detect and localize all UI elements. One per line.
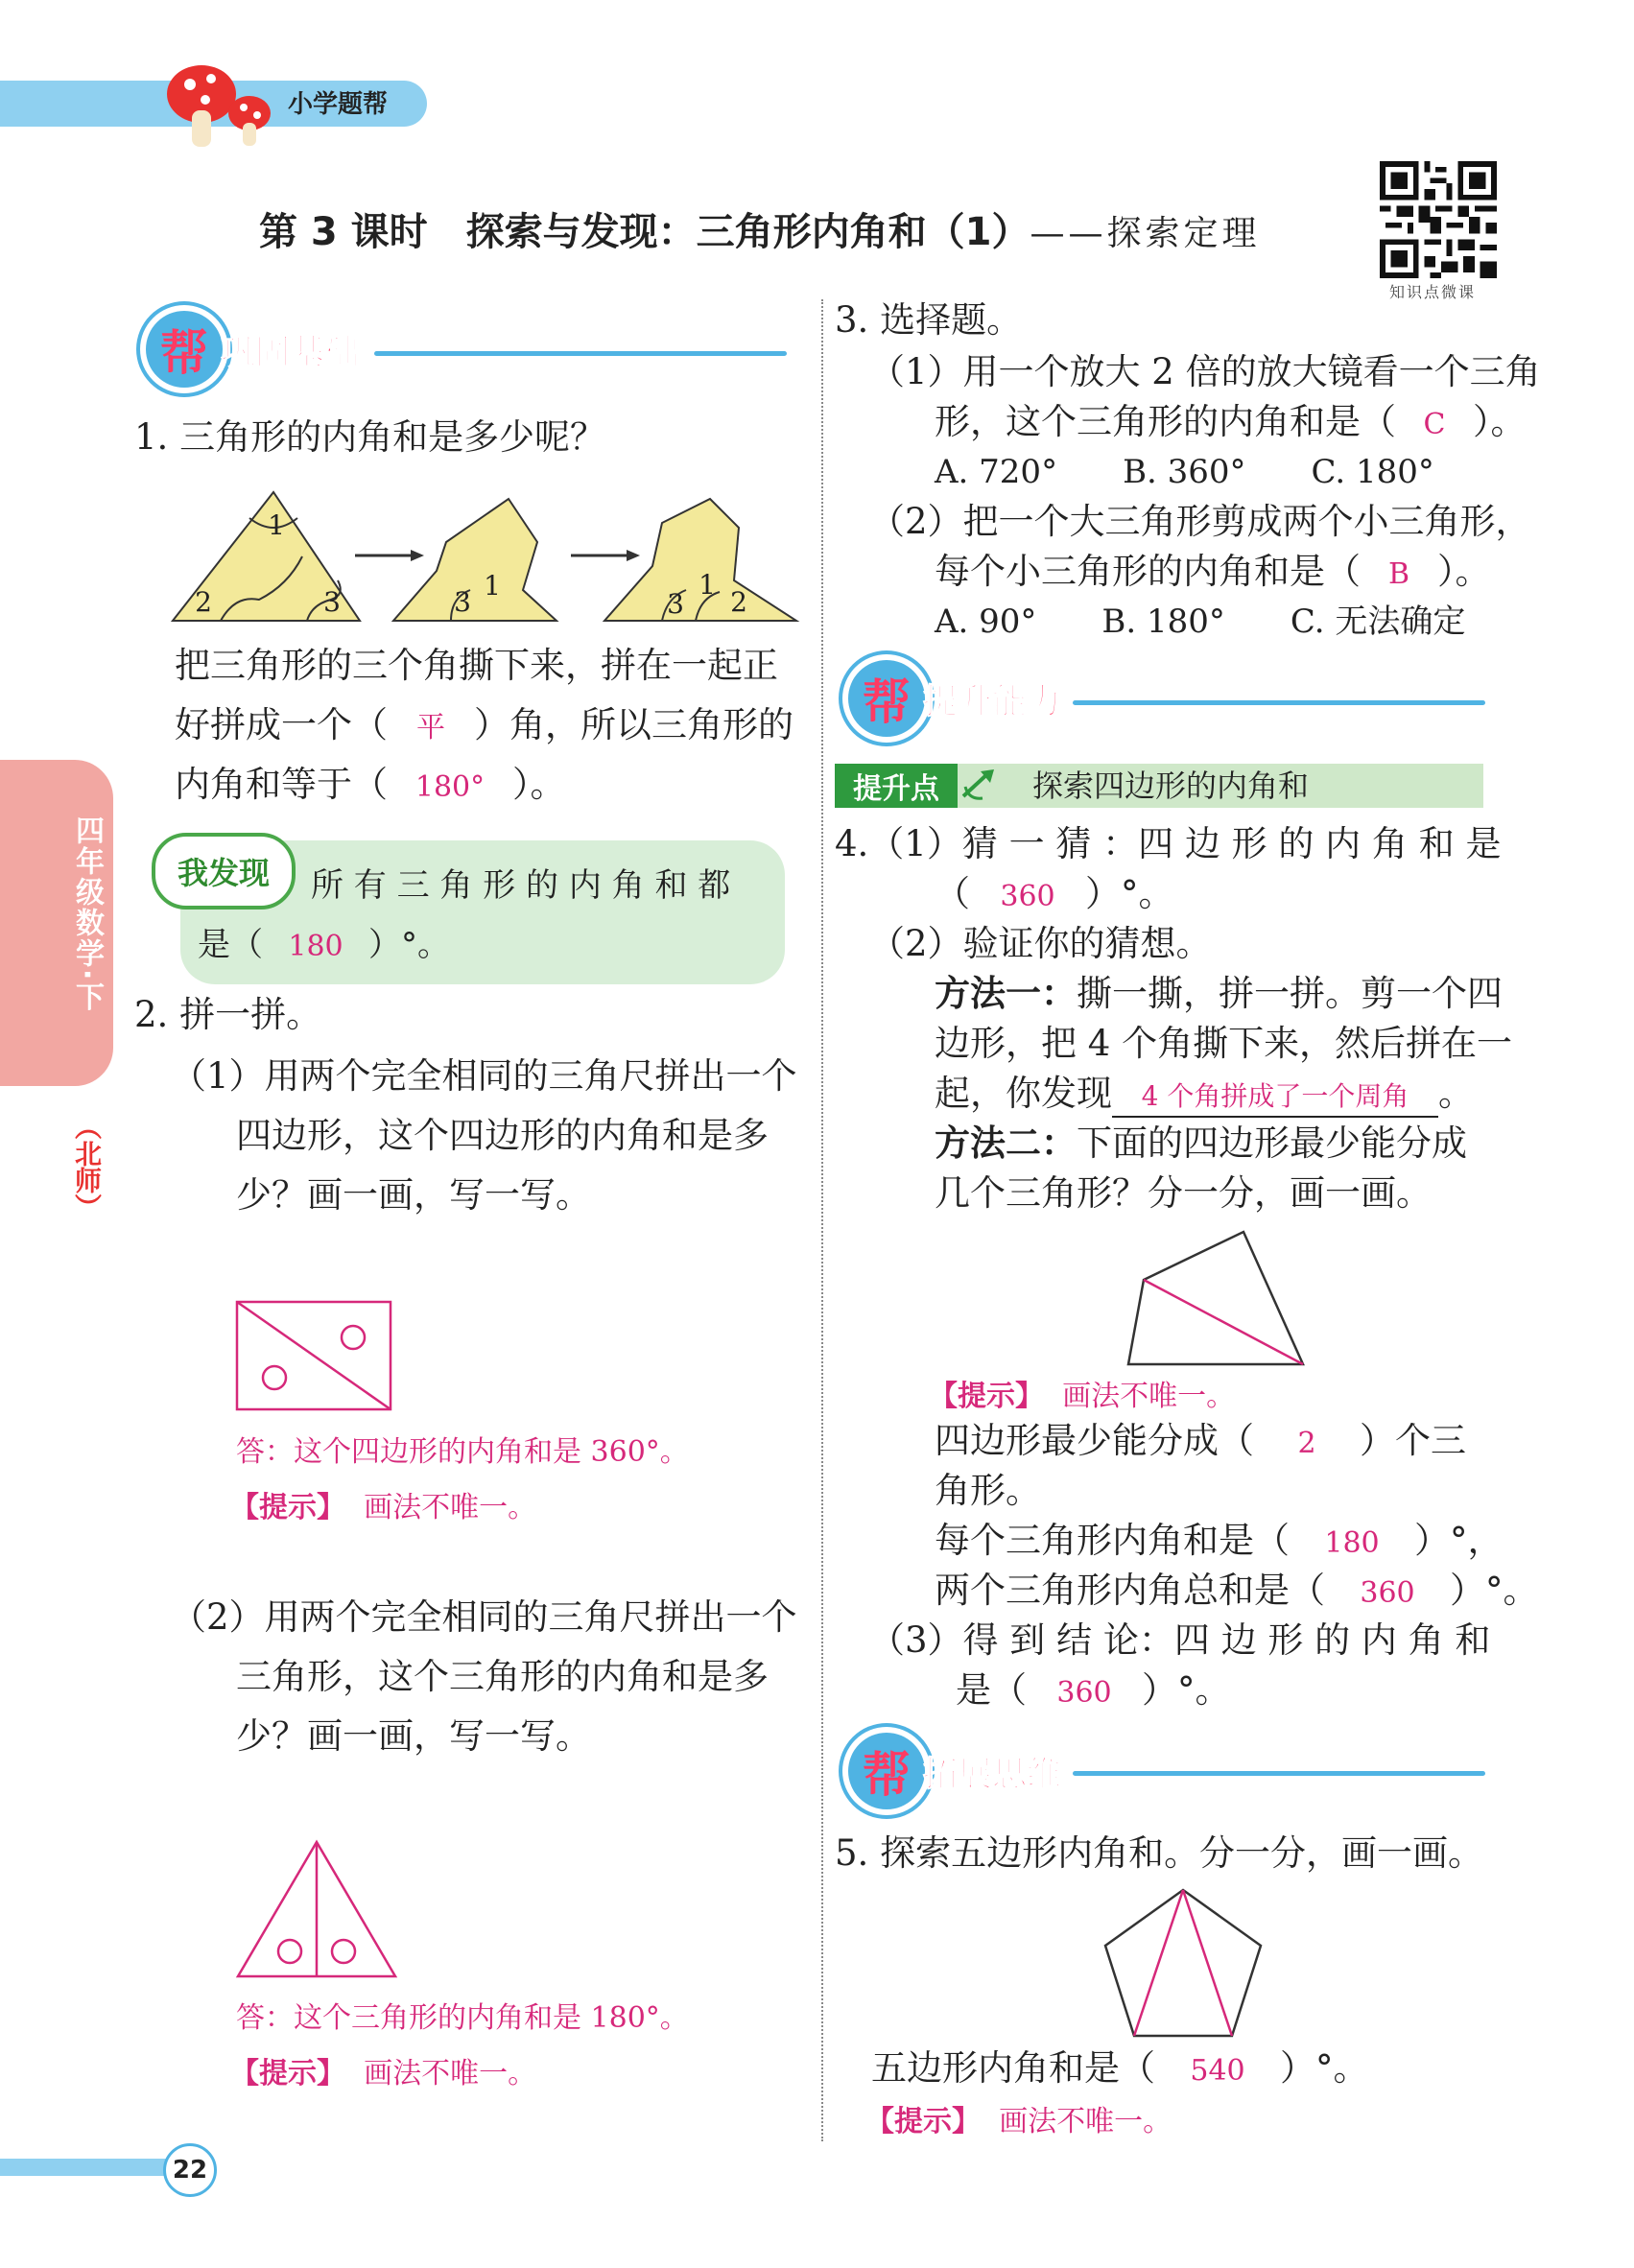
q4-result3 (935, 1566, 1539, 1618)
q1-line3-b: ）。 (512, 764, 566, 805)
q5-answer: 540 (1190, 2054, 1245, 2088)
qr-caption: 知识点微课 (1389, 283, 1477, 301)
q2-p2-line1: （2）用两个完全相同的三角尺拼出一个 (171, 1596, 797, 1638)
q2-p2-line2: 三角形，这个三角形的内角和是多 (236, 1656, 769, 1697)
q2-p1-line3: 少？画一画，写一写。 (236, 1174, 591, 1216)
q3-p2-options: A. 90° B. 180° C. 无法确定 (935, 602, 1466, 641)
discover-line2-a: 是（ (198, 926, 263, 964)
q3-p1-options: A. 720° B. 360° C. 180° (935, 453, 1434, 491)
q4-result1 (935, 1416, 1466, 1469)
q5-result-b: ）°。 (1280, 2047, 1369, 2089)
q4-p2-line1: （2）验证你的猜想。 (869, 923, 1212, 964)
q4-p3-line2-b: ）°。 (1142, 1669, 1231, 1711)
q1-line2-b: ）角，所以三角形的 (474, 704, 793, 745)
discover-tag-label: 我发现 (177, 855, 270, 891)
q1-fig-label: 3 (667, 588, 684, 620)
discover-line2 (198, 921, 450, 971)
q1-answer-sum: 180° (414, 770, 485, 804)
q4-result2-answer: 180 (1324, 1526, 1380, 1560)
section-basic-line (374, 351, 787, 356)
q2-p2-answer: 答：这个三角形的内角和是 180°。 (236, 2001, 689, 2035)
q1-line3-a: 内角和等于（ (175, 764, 388, 805)
q1-line2 (175, 700, 793, 753)
q5-hint-tag: 【提示】 (865, 2105, 981, 2138)
page-number (163, 2143, 217, 2197)
q4-p3-line2 (956, 1666, 1231, 1718)
column-divider (821, 299, 823, 2141)
q1-angle-tearing-figure (163, 484, 806, 628)
section-expand-badge: 帮 (842, 1727, 931, 1815)
lesson-title: 第 3 课时 探索与发现：三角形内角和（1） (259, 210, 1030, 254)
q1-answer-straight: 平 (416, 711, 445, 744)
section-basic-badge: 帮 (140, 305, 228, 393)
q4-method2-tag: 方法二： (935, 1122, 1077, 1164)
section-improve-line (1073, 700, 1485, 705)
brand-label: 小学题帮 (288, 90, 389, 119)
q4-method2-line1 (935, 1119, 1467, 1169)
q4-result1-cont: 角形。 (935, 1470, 1041, 1511)
q4-hint (929, 1372, 1235, 1414)
q4-result3-b: ）°。 (1450, 1570, 1539, 1611)
mushroom-icon (163, 58, 278, 149)
q1-fig-label: 2 (730, 586, 747, 618)
q2-p1-line1: （1）用两个完全相同的三角尺拼出一个 (171, 1055, 797, 1097)
page-number-label: 22 (172, 2156, 208, 2185)
q4-result2-a: 每个三角形内角和是（ (935, 1520, 1290, 1561)
q1-fig-label: 1 (484, 570, 501, 602)
q4-hint-tag: 【提示】 (929, 1380, 1044, 1413)
q3-stem: 3. 选择题。 (835, 299, 1023, 341)
q1-fig-label: 1 (268, 509, 285, 541)
q4-result3-a: 两个三角形内角总和是（ (935, 1570, 1325, 1611)
q3-p1-line2-b: ）。 (1473, 401, 1527, 442)
q2-p2-line3: 少？画一画，写一写。 (236, 1715, 591, 1757)
q3-p1-line1: （1）用一个放大 2 倍的放大镜看一个三角 (869, 351, 1541, 392)
q4-method2-line2: 几个三角形？分一分，画一画。 (935, 1172, 1432, 1214)
q3-p2-line2-b: ）。 (1437, 551, 1491, 592)
q4-method1-line3-a: 起，你发现 (935, 1073, 1112, 1114)
q1-fig-label: 2 (195, 586, 212, 618)
q4-p3-line1: （3）得 到 结 论：四 边 形 的 内 角 和 (869, 1619, 1491, 1661)
q2-p1-line2: 四边形，这个四边形的内角和是多 (236, 1115, 769, 1156)
q2-p2-hint-text: 画法不唯一。 (364, 2057, 537, 2091)
side-tab-grade: 四年级数学·下 (70, 815, 104, 1013)
q2-p1-hint (230, 1483, 536, 1525)
q2-quadrilateral-drawing (234, 1299, 393, 1414)
section-improve-badge: 帮 (842, 654, 931, 743)
q4-method1-line2: 边形，把 4 个角撕下来，然后拼在一 (935, 1023, 1513, 1064)
footer-bar (0, 2159, 182, 2176)
q4-p1-answer: 360 (1000, 880, 1055, 913)
q3-p1-line2 (935, 397, 1527, 450)
q1-stem: 1. 三角形的内角和是多少呢？ (134, 416, 606, 458)
q4-result2-b: ）°， (1414, 1520, 1504, 1561)
section-expand-line (1073, 1771, 1485, 1776)
q4-result1-answer: 2 (1297, 1427, 1316, 1460)
q4-method1-answer: 4 个角拼成了一个周角 (1112, 1077, 1438, 1118)
q4-result1-b: ）个三 (1360, 1420, 1466, 1461)
q4-hint-text: 画法不唯一。 (1062, 1380, 1236, 1413)
q4-method1-tag: 方法一： (935, 973, 1077, 1014)
discover-answer: 180 (288, 930, 343, 963)
q4-p3-answer: 360 (1056, 1676, 1112, 1710)
q4-p1-line2-a: （ (935, 873, 970, 914)
q5-hint-text: 画法不唯一。 (999, 2105, 1172, 2138)
q5-stem: 5. 探索五边形内角和。分一分，画一画。 (835, 1832, 1484, 1874)
q4-method1-line3-b: 。 (1438, 1073, 1474, 1114)
section-improve (842, 654, 1061, 743)
q4-method1-line1 (935, 969, 1503, 1019)
q2-p1-hint-text: 画法不唯一。 (364, 1491, 537, 1524)
discover-tag (152, 833, 296, 910)
q2-p2-hint-tag: 【提示】 (230, 2057, 345, 2091)
section-expand (842, 1727, 1061, 1815)
q4-method1-line3 (935, 1069, 1474, 1119)
q5-result-a: 五边形内角和是（ (871, 2047, 1155, 2089)
q1-fig-label: 3 (454, 586, 471, 618)
q3-p2-line2-a: 每个小三角形的内角和是（ (935, 551, 1361, 592)
q4-quadrilateral-figure (1125, 1228, 1307, 1368)
section-basic (140, 305, 359, 393)
q5-result (871, 2044, 1369, 2096)
q2-p1-answer: 答：这个四边形的内角和是 360°。 (236, 1435, 689, 1469)
page-title (259, 201, 1261, 256)
q3-p2-line1: （2）把一个大三角形剪成两个小三角形， (869, 501, 1531, 542)
qr-code-icon[interactable] (1380, 161, 1497, 278)
q1-fig-label: 1 (699, 569, 716, 601)
q4-p1-line2-b: ）°。 (1085, 873, 1174, 914)
improve-point-tag (835, 764, 958, 808)
q1-line2-a: 好拼成一个（ (175, 704, 388, 745)
q4-method2-text1: 下面的四边形最少能分成 (1077, 1122, 1467, 1164)
lesson-subtitle: ——探索定理 (1030, 214, 1261, 253)
improve-point-tag-label: 提升点 (853, 772, 939, 806)
section-expand-label: 拓展思维 (923, 1754, 1062, 1794)
q3-p2-line2 (935, 547, 1491, 600)
discover-line2-b: ）°。 (368, 926, 450, 964)
q2-triangle-drawing (234, 1838, 399, 1980)
q4-method1-text1: 撕一撕，拼一拼。剪一个四 (1077, 973, 1503, 1014)
q1-line1: 把三角形的三个角撕下来，拼在一起正 (175, 645, 778, 686)
q5-hint (865, 2097, 1172, 2139)
q4-p1-line1: 4.（1）猜 一 猜 ：四 边 形 的 内 角 和 是 (835, 823, 1502, 864)
q4-result2 (935, 1516, 1504, 1569)
q4-result3-answer: 360 (1360, 1576, 1415, 1610)
q3-p1-line2-a: 形，这个三角形的内角和是（ (935, 401, 1396, 442)
q4-result1-a: 四边形最少能分成（ (935, 1420, 1254, 1461)
q4-p3-line2-a: 是（ (956, 1669, 1027, 1711)
q2-p2-hint (230, 2049, 536, 2091)
q5-pentagon-figure (1101, 1886, 1265, 2040)
discover-line1: 所 有 三 角 形 的 内 角 和 都 (311, 866, 731, 905)
q2-stem: 2. 拼一拼。 (134, 994, 322, 1035)
side-tab-edition: （北师） (71, 1113, 103, 1220)
q3-p1-answer: C (1423, 408, 1446, 441)
section-basic-label: 巩固基础 (221, 332, 360, 372)
q2-p1-hint-tag: 【提示】 (230, 1491, 345, 1524)
q3-p2-answer: B (1387, 557, 1410, 591)
q1-line3 (175, 760, 566, 813)
arrow-icon (959, 768, 1000, 804)
q1-fig-label: 3 (323, 586, 341, 618)
section-improve-label: 提升能力 (923, 681, 1062, 721)
q4-p1-line2 (935, 869, 1174, 922)
improve-point-title: 探索四边形的内角和 (1032, 768, 1310, 804)
